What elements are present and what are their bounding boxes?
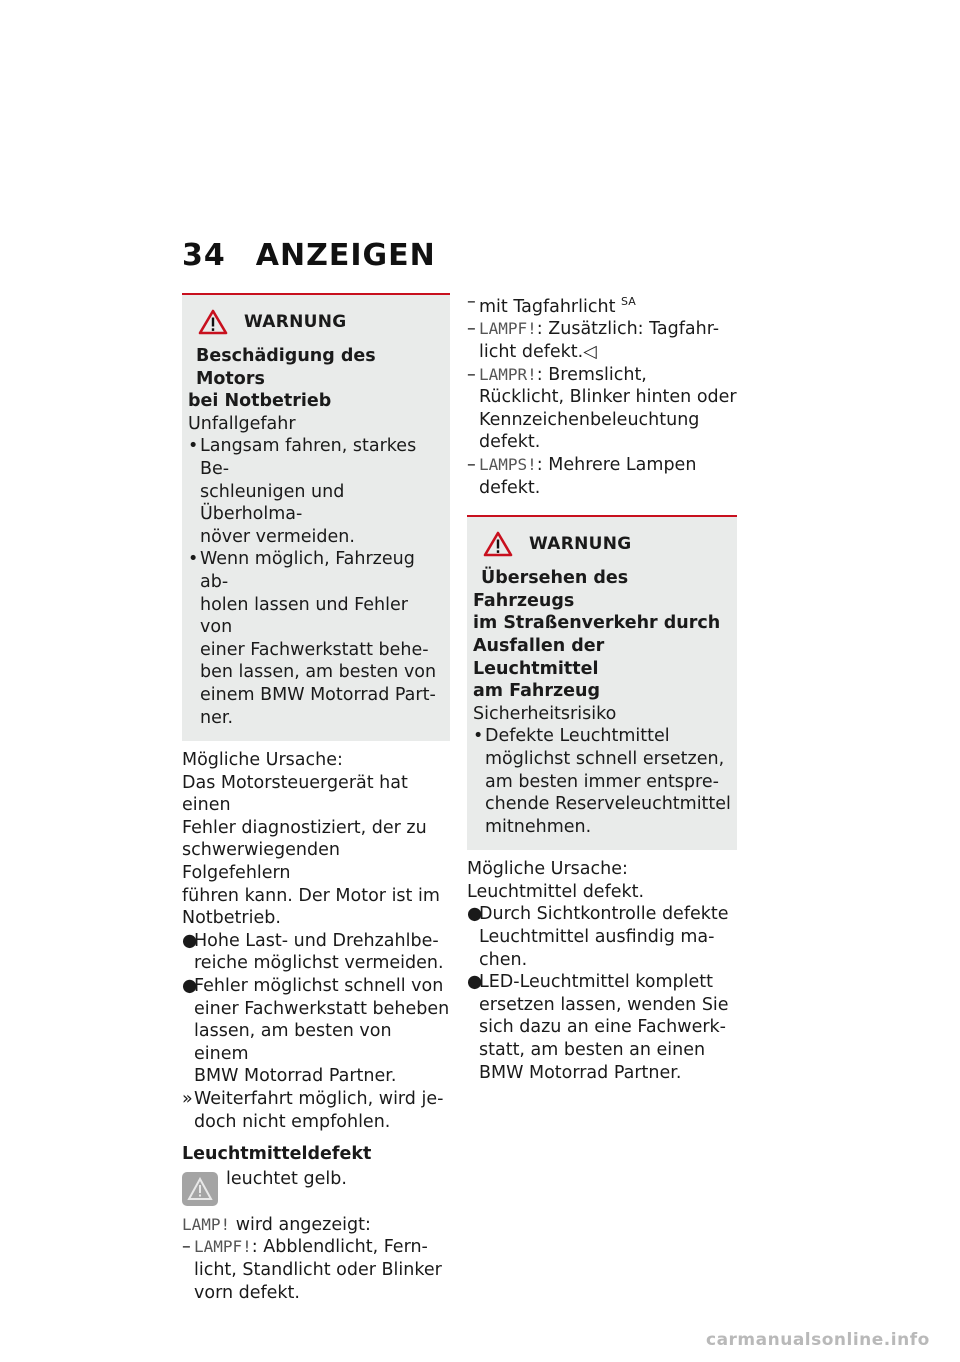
list-item: • Wenn möglich, Fahrzeug ab- holen lassen und Fehler von einer Fachwerkstatt behe- ben lassen, am besten von einem BMW Motorrad Part- ner. [188,549,437,728]
right-column [467,291,737,1084]
cause-label: Mögliche Ursache: [182,750,343,771]
lamp-text: leuchtet gelb. [226,1168,347,1189]
warning-title: Übersehen des Fahrzeugs im Straßenverkehr durch Ausfallen der Leuchtmittel am Fahrzeug [473,568,721,702]
page-heading [182,238,436,273]
warning-bullets [188,435,444,729]
list-item: – LAMPS!: Mehrere Lampen defekt. [467,454,697,498]
lamp-item-list [467,291,737,499]
list-item: • Defekte Leuchtmittel möglichst schnell ersetzen, am besten immer entspre- chende Reserveleuchtmittel mitnehmen. [473,726,731,837]
left-column [182,293,450,1304]
warning-box-lights [467,515,737,850]
list-item: ● Durch Sichtkontrolle defekte Leuchtmittel ausfindig ma- chen. [467,904,729,970]
warning-bullets [473,725,731,838]
warning-box-engine [182,293,450,741]
cause-text: Leuchtmittel defekt. [467,881,645,902]
cause-label: Mögliche Ursache: [467,859,628,880]
display-line: LAMP! wird angezeigt: [182,1214,371,1235]
section-title: ANZEIGEN [255,238,436,273]
warning-header [198,309,444,335]
list-item: ● Fehler möglichst schnell von einer Fachwerkstatt beheben lassen, am besten von einem BMW Motorrad Partner. [182,976,450,1087]
action-list [182,930,450,1133]
list-item: ● Hohe Last- und Drehzahlbe- reiche möglichst vermeiden. [182,930,444,974]
lamp-heading: Leuchtmitteldefekt [182,1144,372,1165]
warning-header [483,531,731,557]
warning-label: WARNUNG [529,533,632,554]
result-item: » Weiterfahrt möglich, wird je- doch nicht empfohlen. [182,1089,444,1132]
warning-triangle-icon [198,309,228,335]
warning-title-line: Beschädigung des Motors [196,346,376,389]
warning-label: WARNUNG [244,311,347,332]
list-item: – LAMPR!: Bremslicht, Rücklicht, Blinker hinten oder Kennzeichenbeleuchtung defekt. [467,364,737,453]
page-number: 34 [182,238,226,273]
list-item: – mit Tagfahrlicht $^{SA}$ [467,292,636,317]
action-list [467,903,737,1084]
list-item: • Langsam fahren, starkes Be- schleunigen und Überholma- növer vermeiden. [188,436,417,547]
list-item: – LAMPF!: Abblendlicht, Fern- licht, Standlicht oder Blinker vorn defekt. [182,1237,442,1303]
list-item: – LAMPF!: Zusätzlich: Tagfahr- licht defekt.◁ [467,319,720,363]
watermark: carmanualsonline.info [706,1330,930,1350]
lamp-defect-icon [182,1172,218,1206]
cause-text: Das Motorsteuergerät hat einen Fehler diagnostiziert, der zu schwerwiegenden Folgefehlern führen kann. Der Motor ist im Notbetrieb. [182,772,440,929]
list-item: ● LED-Leuchtmittel komplett ersetzen lassen, wenden Sie sich dazu an eine Fachwerk- statt, am besten an einen BMW Motorrad Partner. [467,972,729,1083]
lamp-indicator-row [182,1168,450,1206]
lamp-item-list [182,1236,450,1304]
warning-triangle-icon [483,531,513,557]
warning-risk: Sicherheitsrisiko [473,703,617,724]
display-code: LAMP! [182,1214,231,1234]
warning-title-line: bei Notbetrieb [188,391,332,412]
warning-risk: Unfallgefahr [188,413,296,434]
